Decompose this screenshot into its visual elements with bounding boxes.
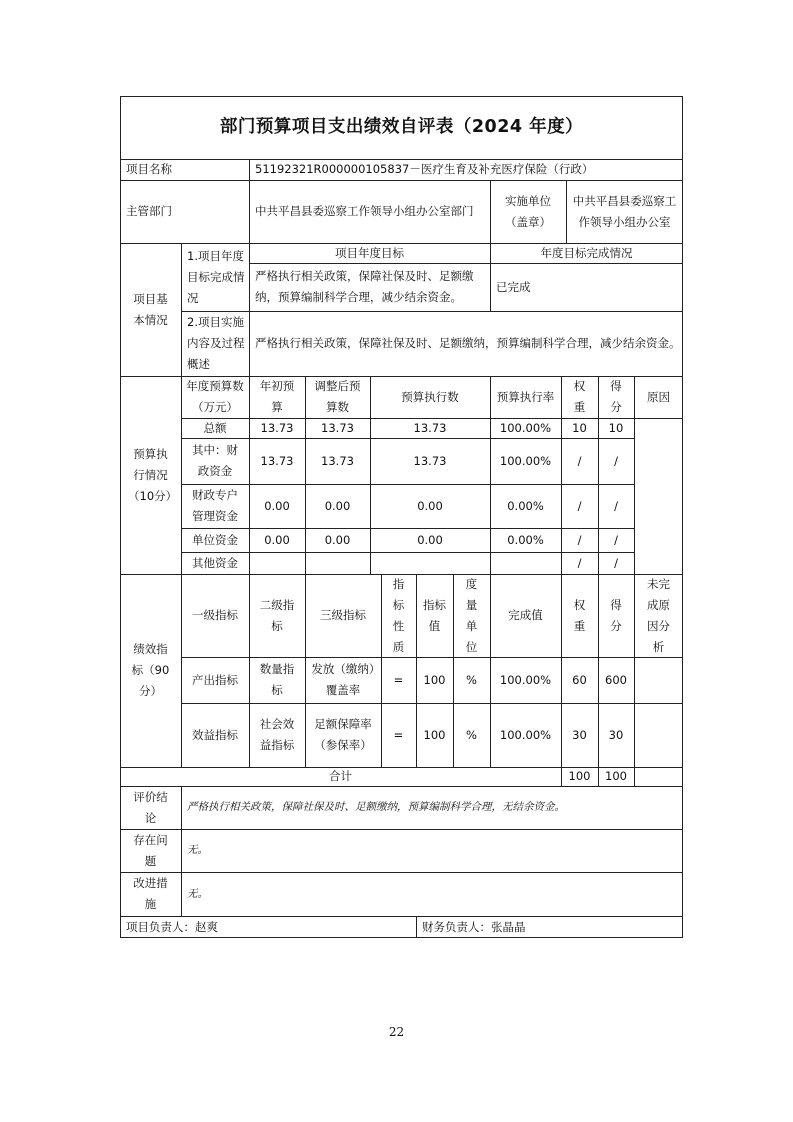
budget-row-rate: 0.00%: [507, 498, 544, 513]
impl-unit-value: 中共平昌县委巡察工作领导小组办公室: [572, 193, 677, 229]
conclusion-text: 严格执行相关政策，保障社保及时、足额缴纳，预算编制科学合理，无结余资金。: [187, 801, 565, 813]
budget-row-initial: [249, 552, 305, 574]
project-name-label: 项目名称: [126, 162, 172, 176]
budget-row-score: /: [614, 453, 618, 468]
budget-header-reason: 原因: [647, 389, 670, 404]
total-weight: 100: [568, 769, 591, 783]
perf-row-weight: 30: [572, 727, 587, 742]
perf-row-level2: 社会效益指标: [259, 717, 295, 752]
perf-row-level2: 数量指标: [259, 662, 295, 697]
perf-row-score: 600: [605, 672, 627, 687]
total-score: 100: [605, 769, 627, 783]
perf-header-level3: 三级指标: [320, 608, 366, 622]
perf-row-level3: 发放（缴纳）覆盖率: [311, 662, 375, 697]
budget-row-rate: [490, 552, 561, 574]
basic-info-label: 项目基本情况: [133, 291, 168, 327]
perf-header-score: 得分: [610, 597, 622, 633]
perf-header-value: 指标值: [423, 597, 446, 633]
perf-header-reason: 未完成原因分析: [647, 576, 670, 654]
budget-row-executed: 0.00: [417, 532, 443, 547]
perf-row-score: 30: [608, 727, 624, 742]
conclusion-label: 评价结论: [133, 789, 168, 825]
budget-header-adjusted: 调整后预算数: [314, 379, 361, 414]
perf-row-done: 100.00%: [499, 727, 552, 742]
budget-row-adjusted: [305, 552, 370, 574]
issues-label: 存在问题: [133, 832, 168, 868]
issues-text: 无。: [187, 844, 208, 856]
budget-header-rate: 预算执行率: [496, 389, 555, 404]
perf-row-level3: 足额保障率（参保率）: [314, 717, 372, 752]
budget-row-initial: 13.73: [260, 420, 294, 435]
budget-row-name: 其他资金: [192, 555, 238, 570]
budget-row-weight: /: [577, 453, 582, 468]
budget-row-executed: 0.00: [417, 498, 443, 513]
improve-text: 无。: [187, 887, 208, 900]
project-name-value: 51192321R000000105837－医疗生育及补充医疗保险（行政）: [255, 162, 594, 176]
budget-row-name: 财政专户管理资金: [192, 488, 238, 523]
perf-row-value: 100: [423, 672, 446, 687]
page-number: 22: [388, 1025, 405, 1039]
budget-header-weight: 权重: [573, 379, 586, 414]
budget-row-initial: 13.73: [260, 453, 294, 468]
perf-header-done: 完成值: [508, 608, 543, 622]
budget-section-label: 预算执行情况（10分）: [128, 446, 178, 503]
self-evaluation-table: [120, 96, 683, 938]
budget-row-initial: 0.00: [264, 498, 290, 513]
budget-header-annual: 年度预算数（万元）: [186, 379, 244, 414]
budget-row-adjusted: 0.00: [324, 532, 351, 547]
budget-row-rate: 100.00%: [499, 453, 552, 468]
perf-header-level1: 一级指标: [192, 608, 238, 622]
budget-row-adjusted: 0.00: [324, 498, 351, 513]
budget-row-name: 总额: [203, 420, 227, 435]
dept-label: 主管部门: [126, 204, 172, 218]
perf-row-nature: =: [393, 727, 404, 742]
budget-row-rate: 0.00%: [507, 532, 544, 547]
budget-row-score: /: [614, 555, 618, 570]
budget-header-score: 得分: [610, 379, 622, 414]
budget-header-initial: 年初预算: [259, 379, 295, 414]
perf-row-reason: [634, 703, 683, 767]
budget-row-name: 单位资金: [192, 532, 238, 547]
total-label: 合计: [329, 769, 352, 783]
budget-row-weight: 10: [572, 420, 587, 435]
budget-row-adjusted: 13.73: [321, 420, 354, 435]
budget-header-executed: 预算执行数: [401, 389, 459, 404]
finance-lead: 财务负责人：张晶晶: [422, 919, 526, 934]
perf-row-weight: 60: [572, 672, 587, 687]
improve-label: 改进措施: [133, 876, 168, 911]
budget-row-adjusted: 13.73: [321, 453, 354, 468]
performance-section-label: 绩效指标（90分）: [131, 642, 170, 698]
budget-row-weight: /: [577, 532, 582, 547]
completion-header: 年度目标完成情况: [540, 245, 633, 260]
impl-unit-label: 实施单位（盖章）: [505, 193, 551, 229]
goal-header: 项目年度目标: [335, 245, 404, 260]
budget-row-executed: [370, 552, 490, 574]
budget-row-executed: 13.73: [413, 420, 447, 435]
perf-header-weight: 权重: [573, 597, 586, 633]
budget-row-weight: /: [577, 498, 582, 513]
budget-row-executed: 13.73: [413, 453, 447, 468]
project-lead: 项目负责人：赵爽: [126, 919, 218, 934]
perf-header-unit: 度量单位: [465, 576, 478, 654]
perf-row-unit: %: [466, 727, 477, 742]
budget-row-score: /: [614, 498, 618, 513]
perf-row-reason: [634, 657, 683, 703]
budget-row-rate: 100.00%: [499, 420, 552, 435]
dept-value: 中共平昌县委巡察工作领导小组办公室部门: [255, 204, 474, 218]
perf-row-level1: 效益指标: [192, 727, 238, 742]
perf-row-nature: =: [393, 672, 404, 687]
perf-header-level2: 二级指标: [259, 597, 295, 633]
budget-row-weight: /: [577, 555, 582, 570]
perf-row-level1: 产出指标: [192, 672, 238, 687]
implementation-text: 严格执行相关政策，保障社保及时、足额缴纳，预算编制科学合理，减少结余资金。: [255, 336, 681, 350]
perf-row-unit: %: [466, 672, 477, 687]
completion-text: 已完成: [496, 279, 531, 294]
budget-row-name: 其中：财政资金: [192, 443, 238, 478]
goal-text: 严格执行相关政策，保障社保及时、足额缴纳，预算编制科学合理，减少结余资金。: [255, 269, 474, 304]
budget-row-initial: 0.00: [264, 532, 290, 547]
page-title: 部门预算项目支出绩效自评表（2024 年度）: [219, 117, 584, 137]
budget-row-score: /: [614, 532, 618, 547]
implementation-label: 2.项目实施内容及过程概述: [187, 315, 245, 371]
goal-completion-label: 1.项目年度目标完成情况: [187, 248, 245, 305]
budget-row-score: 10: [608, 420, 624, 435]
perf-row-value: 100: [423, 727, 446, 742]
perf-row-done: 100.00%: [499, 672, 552, 687]
perf-header-nature: 指标性质: [392, 576, 405, 654]
